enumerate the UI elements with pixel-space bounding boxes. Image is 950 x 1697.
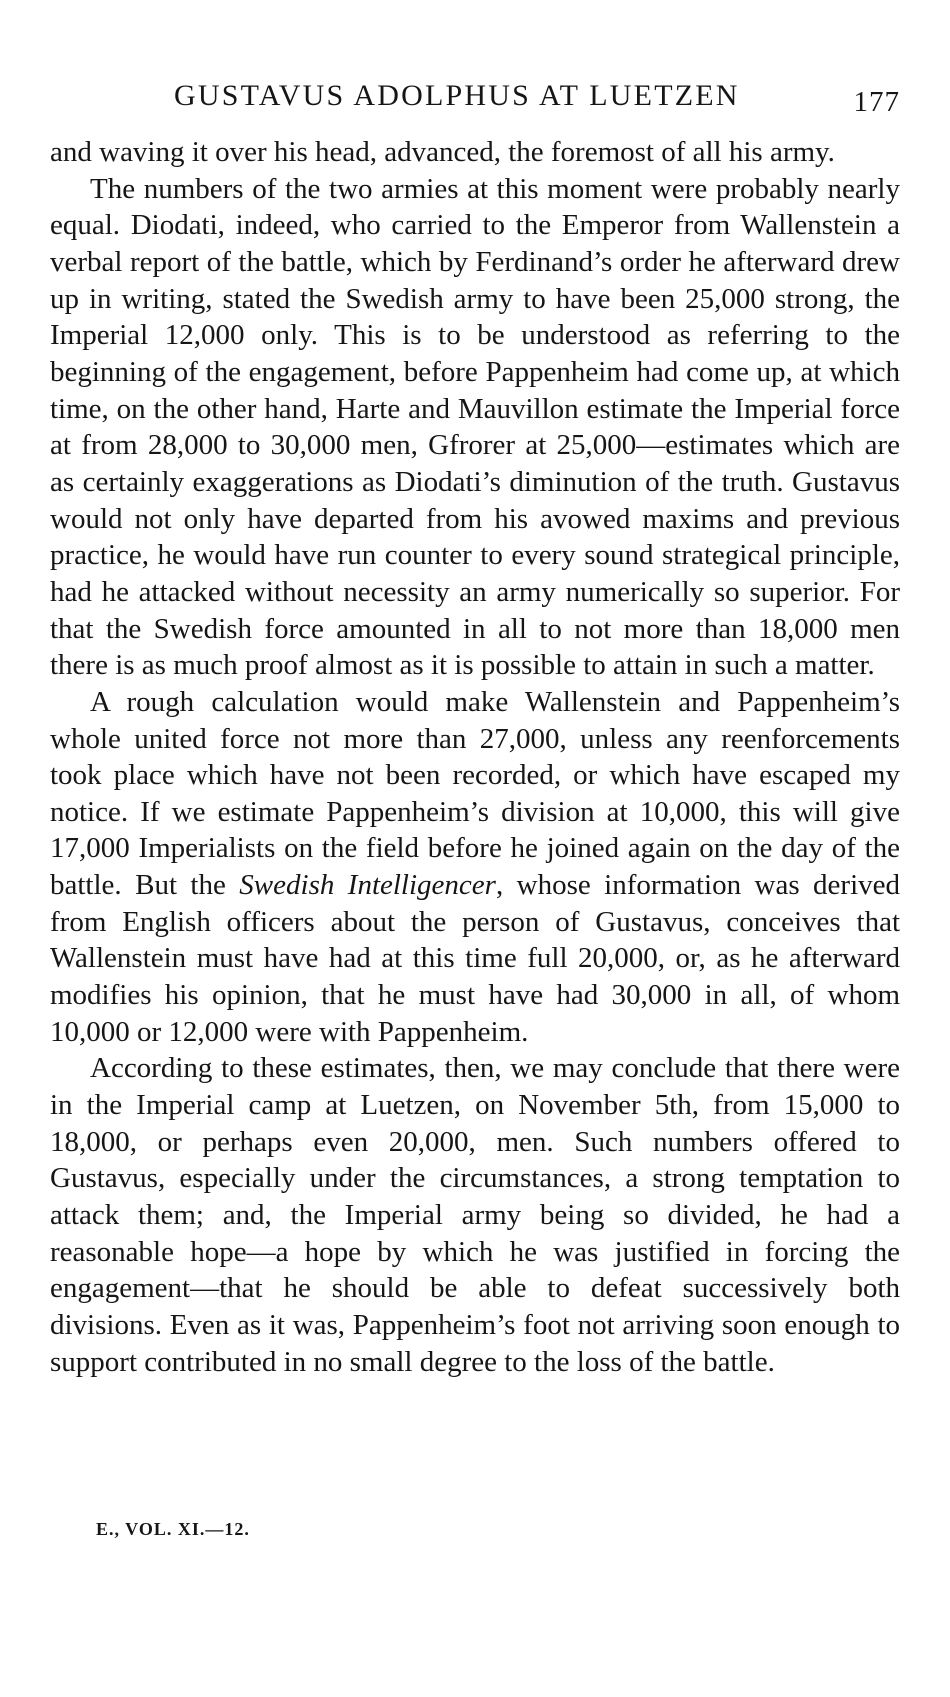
calculation-text-before-title: A rough calculation would make Wallenstein and Pappenheim’s whole united force not more than 27,000, unless any reenforcements took place which have not been recorded, or which have escaped my notice. If we estimate Pappenheim’s division at 10,000, this will give 17,000 Imperialists on the field before he joined again on the day of the battle. But the: [50, 685, 900, 902]
swedish-intelligencer-title: Swedish Intelligencer: [239, 869, 496, 902]
body-text: [50, 134, 900, 1380]
running-header: [50, 72, 900, 124]
estimates-paragraph: According to these estimates, then, we may conclude that there were in the Imperial camp at Luetzen, on November 5th, from 15,000 to 18,000, or perhaps even 20,000, men. Such numbers offered to Gustavus, especially under the circumstances, a strong temptation to attack them; and, the Imperial army being so divided, he had a reasonable hope—a hope by which he was justified in forcing the engagement—that he should be able to defeat successively both divisions. Even as it was, Pappenheim’s foot not arriving soon enough to support contributed in no small degree to the loss of the battle.: [50, 1052, 900, 1378]
calculation-text-after-title: , whose information was derived from English officers about the person of Gustavus, conceives that Wallenstein must have had at this time full 20,000, or, as he afterward modifies his opinion, that he must have had 30,000 in all, of whom 10,000 or 12,000 were with Pappenheim.: [50, 869, 901, 1048]
calculation-paragraph: [50, 684, 900, 1051]
printer-signature: E., VOL. XI.—12.: [96, 1519, 250, 1539]
book-page: [50, 72, 900, 1380]
continuation-paragraph: and waving it over his head, advanced, the foremost of all his army.: [50, 136, 835, 168]
page-number: 177: [853, 86, 900, 118]
army-numbers-paragraph: The numbers of the two armies at this moment were probably nearly equal. Diodati, indeed, who carried to the Emperor from Wallenstein a verbal report of the battle, which by Ferdinand’s order he afterward drew up in writing, stated the Swedish army to have been 25,000 strong, the Imperial 12,000 only. This is to be understood as referring to the beginning of the engagement, before Pappenheim had come up, at which time, on the other hand, Harte and Mauvillon estimate the Imperial force at from 28,000 to 30,000 men, Gfrorer at 25,000—estimates which are as certainly exaggerations as Diodati’s diminution of the truth. Gustavus would not only have departed from his avowed maxims and previous practice, he would have run counter to every sound strategical principle, had he attacked without necessity an army numerically so superior. For that the Swedish force amounted in all to not more than 18,000 men there is as much proof almost as it is possible to attain in such a matter.: [50, 172, 900, 682]
running-title: GUSTAVUS ADOLPHUS AT LUETZEN: [174, 79, 740, 112]
